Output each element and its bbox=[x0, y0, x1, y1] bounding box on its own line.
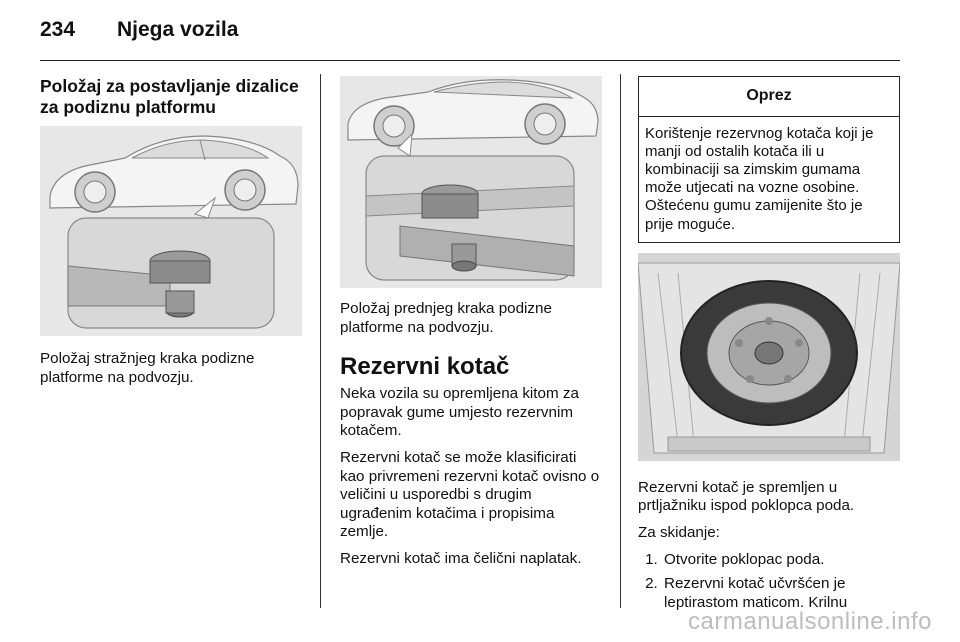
column-2 bbox=[340, 76, 605, 577]
column-3 bbox=[638, 76, 900, 618]
header-rule bbox=[40, 60, 900, 61]
caption-front-lift-arm: Položaj prednjeg kraka podizne platforme na podvozju. bbox=[340, 300, 552, 336]
paragraph-removal: Za skidanje: bbox=[638, 524, 720, 541]
section-heading-jack-position: Položaj za postavljanje dizalice za podiznu platformu bbox=[40, 76, 299, 117]
car-illustration-rear bbox=[40, 126, 302, 336]
step-2: 2. Rezervni kotač učvršćen je leptirastom maticom. Krilnu bbox=[662, 575, 900, 612]
chapter-title: Njega vozila bbox=[117, 18, 239, 41]
step-1: 1. Otvorite poklopac poda. bbox=[662, 551, 900, 570]
caution-title: Oprez bbox=[639, 77, 899, 117]
removal-steps bbox=[638, 551, 900, 613]
column-divider-1 bbox=[320, 74, 321, 608]
section-heading-spare-wheel: Rezervni kotač bbox=[340, 353, 510, 381]
caution-text: Korištenje rezervnog kotača koji je manji od ostalih kotača ili u kombinaciji sa zimskim gumama može utjecati na vozne osobine. Oštećenu gumu zamijenite što je prije moguće. bbox=[645, 124, 874, 233]
caption-rear-lift-arm: Položaj stražnjeg kraka podizne platforme na podvozju. bbox=[40, 350, 255, 386]
spare-wheel-illustration bbox=[638, 253, 900, 461]
figure-front-lift-arm bbox=[340, 76, 602, 288]
car-illustration-front bbox=[340, 76, 602, 288]
paragraph-3: Rezervni kotač ima čelični naplatak. bbox=[340, 549, 582, 567]
column-divider-2 bbox=[620, 74, 621, 608]
figure-rear-lift-arm bbox=[40, 126, 302, 336]
figure-spare-wheel-trunk bbox=[638, 253, 900, 461]
caution-box bbox=[638, 76, 900, 243]
paragraph-2: Rezervni kotač se može klasificirati kao privremeni rezervni kotač ovisno o veličini u usporedbi s drugim ugrađenim kotačima i propisima zemlje. bbox=[340, 448, 600, 541]
page-number: 234 bbox=[40, 18, 76, 41]
paragraph-1: Neka vozila su opremljena kitom za popravak gume umjesto rezervnim kotačem. bbox=[340, 385, 579, 440]
column-1 bbox=[40, 76, 305, 395]
paragraph-storage: Rezervni kotač je spremljen u prtljažniku ispod poklopca poda. bbox=[638, 478, 855, 515]
watermark: carmanualsonline.info bbox=[688, 608, 932, 635]
